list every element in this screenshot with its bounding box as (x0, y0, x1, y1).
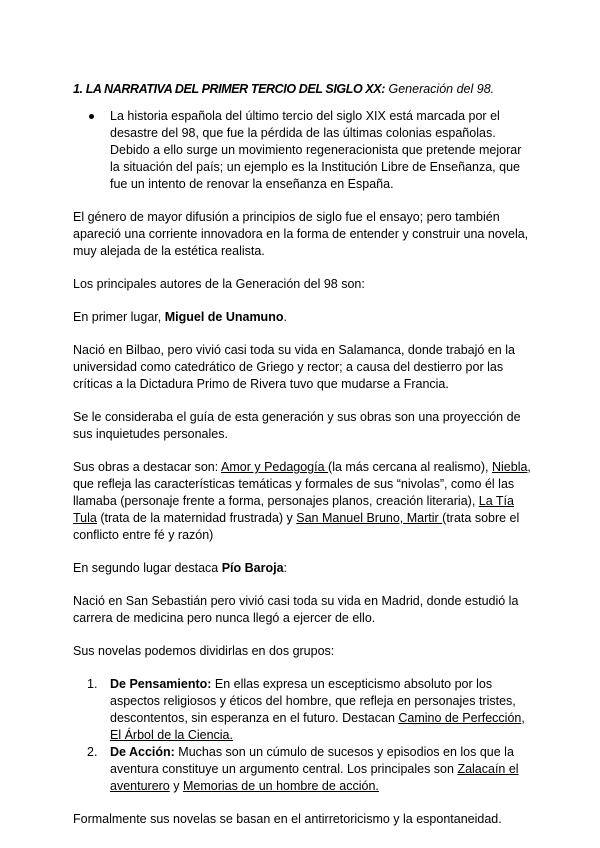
baroja-intro-text: En segundo lugar destaca (73, 561, 222, 575)
document-body (73, 80, 533, 844)
numbered-list (73, 676, 533, 795)
group-text: En ellas expresa un escepticismo absoluto por los aspectos religiosos y éticos del hombre, que refleja en personajes tristes, descontentos, sin esperanza en el futuro. Destacan (110, 677, 516, 725)
work-title-zalacain: Zalacaín el aventurero (110, 762, 519, 793)
bullet-text: La historia española del último tercio del siglo XIX está marcada por el desastre del 98, que fue la pérdida de las últimas colonias españolas. Debido a ello surge un movimiento regeneracionista que pretende mejorar la situación del país; un ejemplo es la Institución Libre de Enseñanza, que fue un intento de renovar la enseñanza en España. (110, 109, 522, 191)
work-title-tia-tula: La Tía Tula (73, 494, 514, 525)
paragraph-unamuno-guia: Se le consideraba el guía de esta generación y sus obras son una proyección de sus inquietudes personales. (73, 410, 521, 441)
paragraph-grupos-intro: Sus novelas podemos dividirlas en dos grupos: (73, 644, 335, 658)
author-name-unamuno: Miguel de Unamuno (164, 310, 284, 324)
obras-text-2: (la más cercana al realismo), (328, 460, 492, 474)
group-title-pensamiento: De Pensamiento: (110, 677, 212, 691)
group-separator: , (521, 711, 525, 725)
obras-text-4: (trata de la maternidad frustrada) y (96, 511, 297, 525)
list-item (73, 744, 533, 795)
heading-italic: Generación del 98. (385, 82, 495, 96)
group-title-accion: De Acción: (110, 745, 175, 759)
baroja-intro-end: : (283, 561, 288, 575)
group-text: Muchas son un cúmulo de sucesos y episodios en los que la aventura constituye un argumento central. Los principales son (110, 745, 514, 776)
work-title-niebla: Niebla (491, 460, 528, 474)
obras-text-5: (trata sobre el conflicto entre fé y razón) (73, 511, 520, 542)
author-name-baroja: Pío Baroja (221, 561, 284, 575)
obras-text-3: , que refleja las características temáticas y formales de sus “nivolas”, como él las llamaba (personaje frente a forma, personajes planos, creación literaria), (73, 460, 531, 508)
obras-text-1: Sus obras a destacar son: (73, 460, 222, 474)
paragraph-unamuno-obras (73, 459, 533, 544)
section-heading (73, 80, 533, 98)
group-separator: y (169, 779, 183, 793)
work-title-camino-perfeccion: Camino de Perfección (398, 711, 522, 725)
unamuno-intro-text: En primer lugar, (73, 310, 165, 324)
paragraph-formal: Formalmente sus novelas se basan en el antirretoricismo y la espontaneidad. (73, 812, 502, 826)
list-item (73, 676, 533, 744)
work-title-memorias: Memorias de un hombre de acción. (182, 779, 379, 793)
work-title-arbol-ciencia: El Árbol de la Ciencia. (110, 728, 233, 742)
list-number: 1. (87, 677, 98, 691)
paragraph-ensayo: El género de mayor difusión a principios de siglo fue el ensayo; pero también apareció una corriente innovadora en la forma de entender y construir una novela, muy alejada de la estética realista. (73, 210, 529, 258)
work-title-amor-pedagogia: Amor y Pedagogía (221, 460, 329, 474)
work-title-san-manuel: San Manuel Bruno, Martir (296, 511, 443, 525)
paragraph-baroja-bio: Nació en San Sebastián pero vivió casi toda su vida en Madrid, donde estudió la carrera de medicina pero nunca llegó a ejercer de ello. (73, 594, 519, 625)
list-number: 2. (87, 745, 98, 759)
unamuno-intro-end: . (283, 310, 287, 324)
list-item (73, 108, 533, 193)
bullet-list (73, 108, 533, 193)
paragraph-unamuno-intro (73, 309, 533, 326)
paragraph-unamuno-bio: Nació en Bilbao, pero vivió casi toda su vida en Salamanca, donde trabajó en la universidad como catedrático de Griego y rector; a causa del destierro por las críticas a la Dictadura Primo de Rivera tuvo que mudarse a Francia. (73, 343, 515, 391)
heading-bold: 1. LA NARRATIVA DEL PRIMER TERCIO DEL SIGLO XX: (73, 82, 386, 96)
bullet-icon (89, 114, 94, 119)
paragraph-autores: Los principales autores de la Generación del 98 son: (73, 277, 365, 291)
paragraph-baroja-intro (73, 560, 533, 577)
